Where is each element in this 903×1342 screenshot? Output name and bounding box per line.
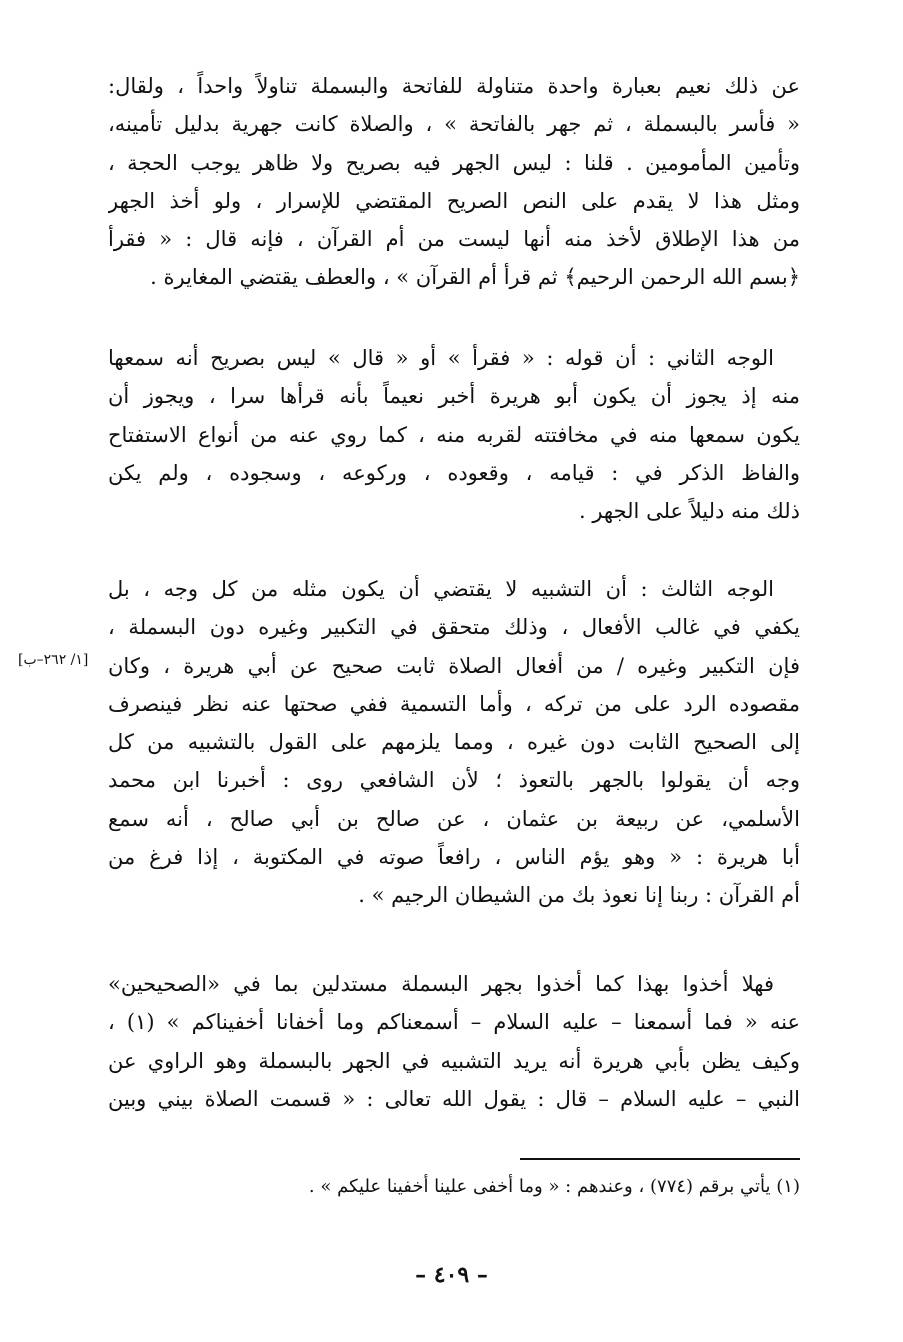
- text-line: أم القرآن : ربنا إنا نعوذ بك من الشيطان الرجيم » .: [358, 883, 800, 908]
- text-line: ومثل هذا لا يقدم على النص الصريح المقتضي للإسرار ، ولو أخذ الجهر: [108, 188, 800, 213]
- text-line: الأسلمي، عن ربيعة بن عثمان ، عن صالح بن أبي صالح ، أنه سمع: [108, 806, 800, 831]
- paragraph-4: [108, 965, 800, 1118]
- text-line: مقصوده الرد على من تركه ، وأما التسمية ففي صحتها عنه نظر فينصرف: [108, 691, 800, 716]
- text-line: والفاظ الذكر في : قيامه ، وقعوده ، وركوعه ، وسجوده ، ولم يكن: [108, 460, 800, 485]
- text-line: وتأمين المأمومين . قلنا : ليس الجهر فيه بصريح ولا ظاهر يوجب الحجة ،: [108, 150, 800, 175]
- text-line: النبي – عليه السلام – قال : يقول الله تعالى : « قسمت الصلاة بيني وبين: [108, 1086, 800, 1111]
- text-line: الوجه الثاني : أن قوله : « فقرأ » أو « قال » ليس بصريح أنه سمعها: [108, 346, 774, 370]
- text-line: فإن التكبير وغيره / من أفعال الصلاة ثابت صحيح عن أبي هريرة ، وكان: [108, 653, 800, 678]
- paragraph-1: [108, 67, 800, 297]
- text-line: وجه أن يقولوا بالجهر بالتعوذ ؛ لأن الشافعي روى : أخبرنا ابن محمد: [108, 768, 800, 793]
- footnote: (١) يأتي برقم (٧٧٤) ، وعندهم : « وما أخفى علينا أخفينا عليكم » .: [308, 1176, 800, 1197]
- text-line: يكفي في غالب الأفعال ، وذلك متحقق في التكبير وغيره دون البسملة ،: [108, 615, 800, 640]
- text-line: يكون سمعها منه في مخافتته لقربه منه ، كما روي عنه من أنواع الاستفتاح: [108, 422, 800, 447]
- manuscript-folio-note: [١/ ٢٦٢–ب]: [18, 652, 89, 668]
- text-line: منه إذ يجوز أن يكون أبو هريرة أخبر نعيماً بأنه قرأها سرا ، ويجوز أن: [108, 384, 800, 409]
- text-line: عنه « فما أسمعنا – عليه السلام – أسمعناكم وما أخفانا أخفيناكم » (١) ،: [108, 1010, 800, 1035]
- text-line: عن ذلك نعيم بعبارة واحدة متناولة للفاتحة والبسملة تناولاً واحداً ، ولقال:: [108, 74, 800, 98]
- paragraph-3: [108, 570, 800, 915]
- page-number: – ٤٠٩ –: [415, 1262, 488, 1288]
- text-line: إلى الصحيح الثابت دون غيره ، ومما يلزمهم على القول بالتشبيه من كل: [108, 730, 800, 755]
- text-line: ذلك منه دليلاً على الجهر .: [578, 499, 800, 524]
- text-line: أبا هريرة : « وهو يؤم الناس ، رافعاً صوته في المكتوبة ، إذا فرغ من: [108, 845, 800, 870]
- text-line: فهلا أخذوا بهذا كما أخذوا بجهر البسملة مستدلين بما في «الصحيحين»: [108, 972, 774, 996]
- paragraph-2: [108, 339, 800, 530]
- text-line: الوجه الثالث : أن التشبيه لا يقتضي أن يكون مثله من كل وجه ، بل: [108, 577, 774, 601]
- footnote-divider: [520, 1158, 800, 1160]
- text-line: ﴿بسم الله الرحمن الرحيم﴾ ثم قرأ أم القرآن » ، والعطف يقتضي المغايرة .: [150, 265, 800, 290]
- text-line: « فأسر بالبسملة ، ثم جهر بالفاتحة » ، والصلاة كانت جهرية بدليل تأمينه،: [108, 112, 800, 137]
- text-line: وكيف يظن بأبي هريرة أنه يريد التشبيه في الجهر بالبسملة وهو الراوي عن: [108, 1048, 800, 1073]
- text-line: من هذا الإطلاق لأخذ منه أنها ليست من أم القرآن ، فإنه قال : « فقرأ: [108, 227, 800, 252]
